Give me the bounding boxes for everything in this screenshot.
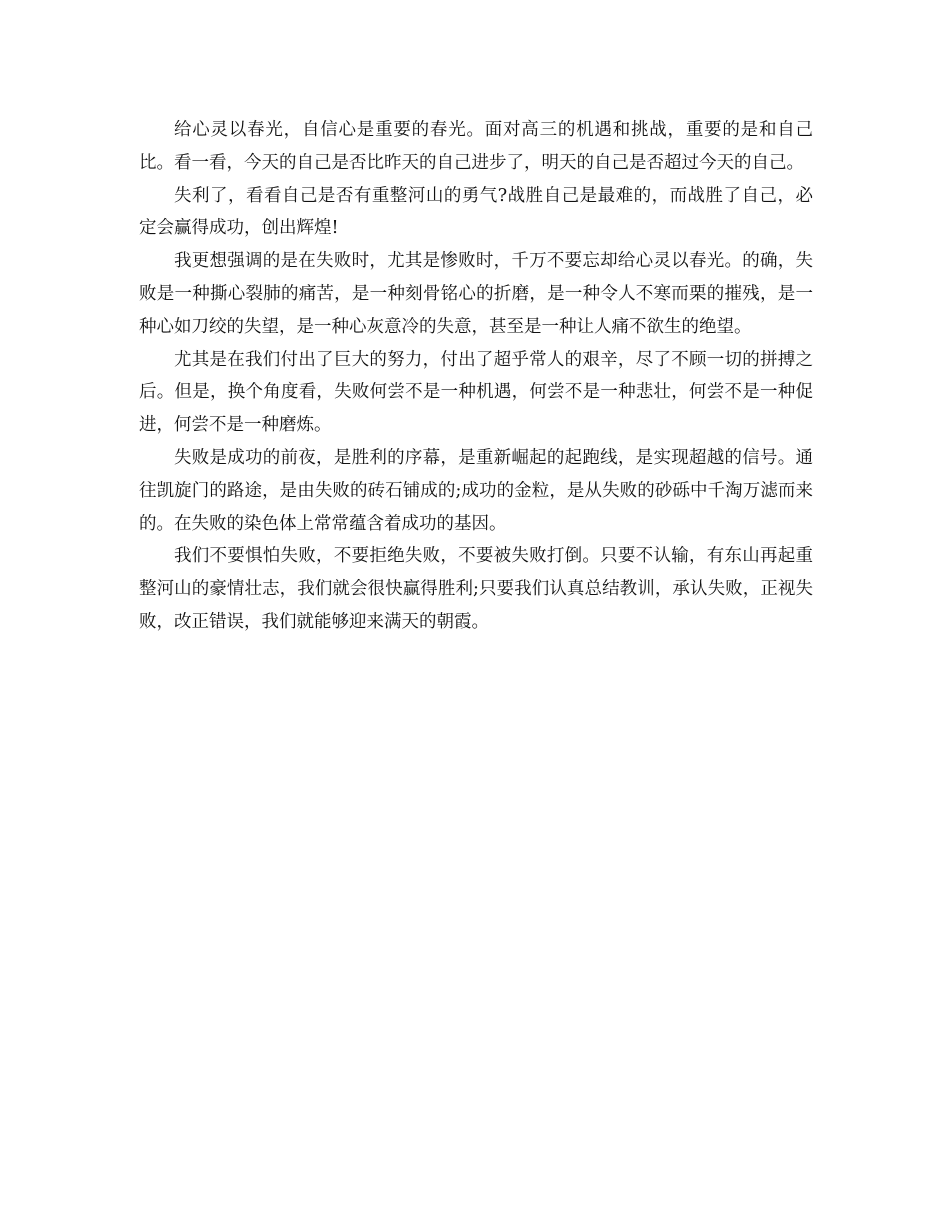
document-body — [139, 114, 813, 639]
paragraph: 失败是成功的前夜，是胜利的序幕，是重新崛起的起跑线，是实现超越的信号。通往凯旋门的路途，是由失败的砖石铺成的;成功的金粒，是从失败的砂砾中千淘万滤而来的。在失败的染色体上常常蕴含着成功的基因。 — [139, 447, 813, 534]
paragraph: 给心灵以春光，自信心是重要的春光。面对高三的机遇和挑战，重要的是和自己比。看一看，今天的自己是否比昨天的自己进步了，明天的自己是否超过今天的自己。 — [139, 120, 813, 173]
paragraph: 我更想强调的是在失败时，尤其是惨败时，千万不要忘却给心灵以春光。的确，失败是一种撕心裂肺的痛苦，是一种刻骨铭心的折磨，是一种令人不寒而栗的摧残，是一种心如刀绞的失望，是一种心灰意冷的失意，甚至是一种让人痛不欲生的绝望。 — [139, 251, 813, 337]
paragraph: 尤其是在我们付出了巨大的努力，付出了超乎常人的艰辛，尽了不顾一切的拼搏之后。但是，换个角度看，失败何尝不是一种机遇，何尝不是一种悲壮，何尝不是一种促进，何尝不是一种磨炼。 — [139, 349, 813, 436]
paragraph: 我们不要惧怕失败，不要拒绝失败，不要被失败打倒。只要不认输，有东山再起重整河山的豪情壮志，我们就会很快赢得胜利;只要我们认真总结教训，承认失败，正视失败，改正错误，我们就能够迎来满天的朝霞。 — [139, 546, 813, 632]
paragraph: 失利了，看看自己是否有重整河山的勇气?战胜自己是最难的，而战胜了自己，必定会赢得成功，创出辉煌! — [139, 185, 813, 239]
